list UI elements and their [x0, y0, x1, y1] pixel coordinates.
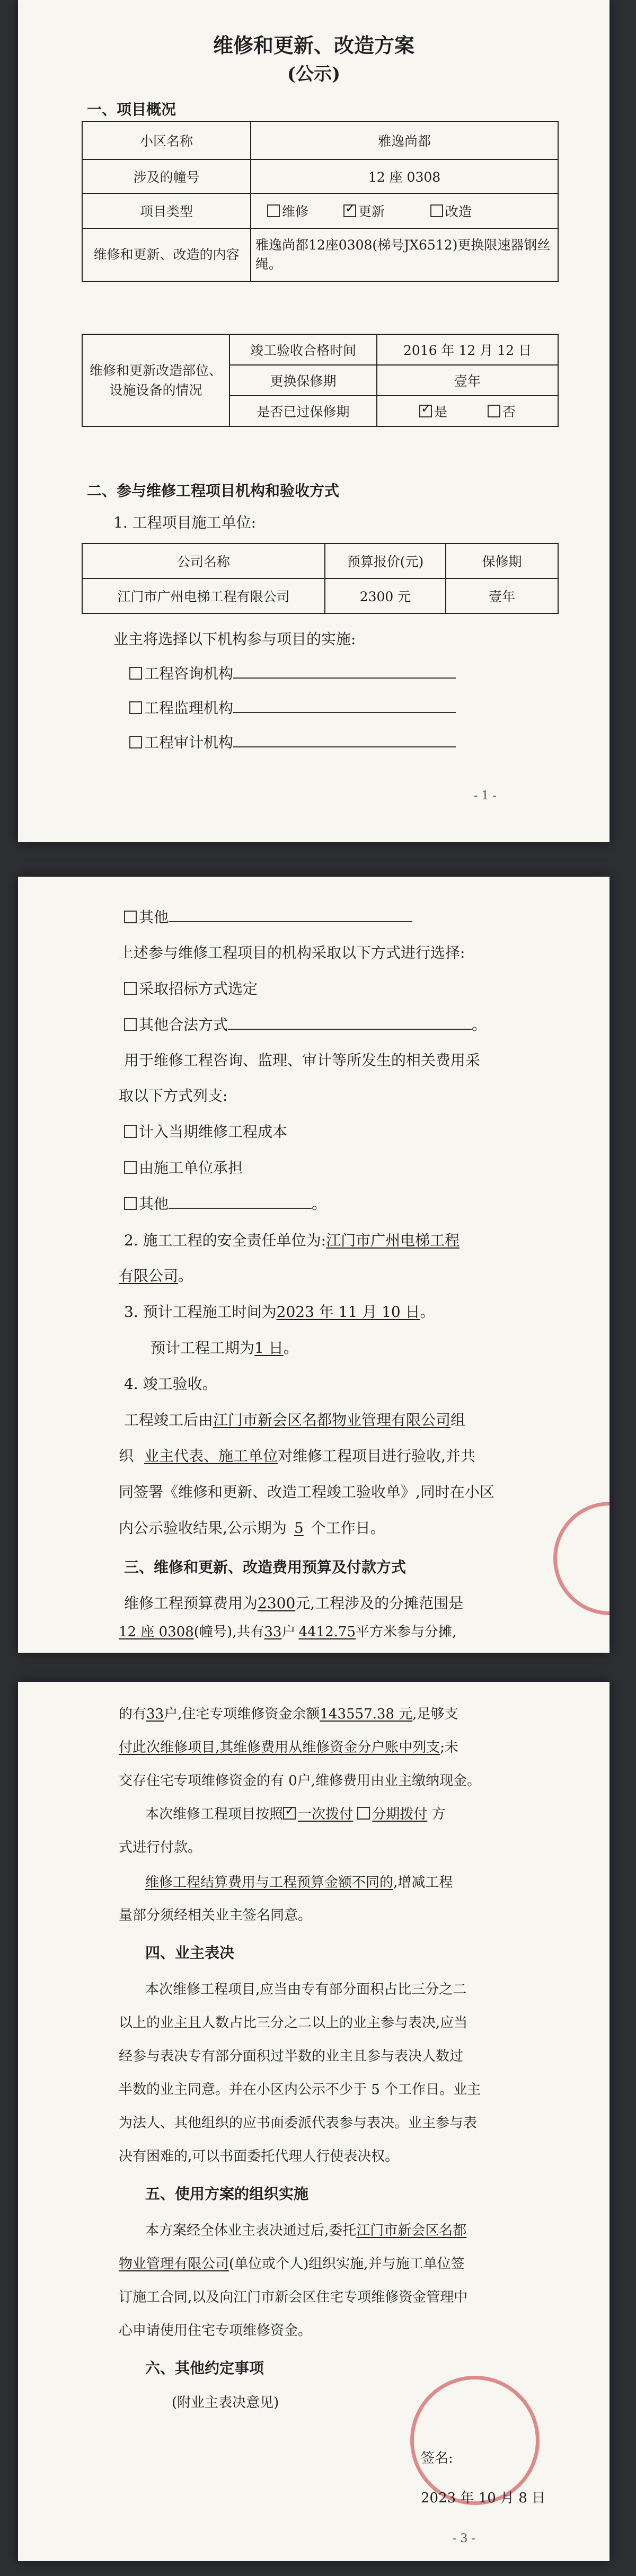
checkbox-fee-other[interactable]: [124, 1197, 137, 1210]
acceptance-line4: [119, 1517, 385, 1538]
option-update-label: 更新: [358, 204, 385, 219]
company-name: 江门市广州电梯工程有限公司: [82, 578, 325, 613]
checkbox-bidding[interactable]: [124, 982, 137, 995]
fund-balance: 143557.38 元: [320, 1706, 413, 1722]
content-label: 维修和更新、改造的内容: [82, 228, 251, 281]
vote-line5: 为法人、其他组织的应书面委派代表参与表决。业主参与表: [119, 2115, 478, 2131]
vote-line1: 本次维修工程项目,应当由专有部分面积占比三分之二: [145, 1982, 467, 1998]
fund-balance-line: [119, 1703, 458, 1723]
option-yes-label: 是: [434, 404, 448, 420]
option-other-label: 其他: [139, 908, 169, 926]
option-supervision-label: 工程监理机构: [144, 699, 234, 717]
vote-line6: 决有困难的,可以书面委托代理人行使表决权。: [119, 2149, 399, 2164]
document-subtitle: (公示): [287, 64, 341, 85]
publicity-days: 5: [294, 1519, 304, 1537]
checkbox-audit[interactable]: [129, 736, 142, 748]
budget-header: 预算报价(元): [325, 543, 446, 578]
payment-method-line: [145, 1803, 446, 1823]
option-renovation-label: 改造: [445, 204, 472, 219]
construction-unit-intro: 1. 工程项目施工单位:: [113, 514, 257, 531]
section-6-heading: 六、其他约定事项: [145, 2359, 264, 2377]
option-cost-included-label: 计入当期维修工程成本: [139, 1123, 288, 1140]
lump-sum-label: 一次拨付: [298, 1806, 354, 1822]
option-supervision: [129, 697, 456, 718]
share-text: 户: [281, 1624, 296, 1640]
property-company: 江门市新会区名都物业管理有限公司: [213, 1411, 451, 1429]
option-audit-label: 工程审计机构: [144, 734, 234, 751]
duration-line: 预计工程工期为1 日。: [151, 1339, 298, 1357]
official-seal-partial: [553, 1502, 610, 1615]
fund-text: 户,住宅专项维修资金余额: [164, 1706, 320, 1722]
warranty-period-label: 更换保修期: [229, 365, 377, 396]
acceptance-text: 对维修工程项目进行验收,并共: [278, 1447, 475, 1465]
signature-label: 签名:: [421, 2450, 453, 2466]
implement-line4: 心申请使用住宅专项维修资金。: [119, 2323, 312, 2339]
acceptance-text: 织: [119, 1447, 134, 1465]
implement-company-cont: 物业管理有限公司: [119, 2256, 229, 2272]
signature-text: 签名: [421, 2450, 449, 2466]
construction-date-line: 3. 预计工程施工时间为2023 年 11 月 10 日。: [124, 1303, 435, 1321]
implement-text: 本方案经全体业主表决通过后,委托: [145, 2223, 357, 2239]
appendix-note: (附业主表决意见): [172, 2395, 279, 2411]
fund-text: ,足够支: [412, 1706, 458, 1722]
construction-date-value: 2023 年 11 月 10 日: [276, 1303, 420, 1321]
safety-unit-line2: 有限公司。: [119, 1267, 193, 1285]
implement-line3: 订施工合同,以及向江门市新会区住宅专项维修资金管理中: [119, 2289, 468, 2305]
option-bidding: [124, 977, 258, 999]
settlement-text: ,增减工程: [393, 1875, 453, 1891]
checkbox-supervision[interactable]: [129, 701, 142, 714]
blank-line: [233, 712, 456, 713]
checkbox-consulting[interactable]: [129, 667, 142, 680]
implement-text: (单位或个人)组织实施,并与施工单位签: [229, 2256, 465, 2272]
page-1: [18, 0, 610, 842]
building-label: 涉及的幢号: [82, 159, 251, 193]
fee-paragraph-line1: 用于维修工程咨询、监理、审计等所发生的相关费用采: [124, 1051, 481, 1069]
page-2: [18, 877, 610, 1653]
page-number: - 3 -: [453, 2532, 475, 2545]
acceptance-text: 内公示验收结果,公示期为: [119, 1519, 287, 1537]
checkbox-no[interactable]: [488, 405, 500, 417]
project-type-label: 项目类型: [82, 193, 251, 228]
blank-line: [169, 1208, 312, 1209]
construction-date-label: 3. 预计工程施工时间为: [124, 1303, 277, 1321]
warranty-period-value: 壹年: [377, 365, 558, 396]
safety-unit-value: 江门市广州电梯工程: [326, 1232, 460, 1249]
facility-status-table: [82, 334, 559, 427]
acceptance-parties: 业主代表、施工单位: [144, 1447, 278, 1465]
checkbox-other-legal[interactable]: [124, 1018, 137, 1031]
share-building: 12 座 0308: [119, 1624, 194, 1640]
option-maintenance-label: 维修: [282, 204, 309, 219]
option-consulting-label: 工程咨询机构: [144, 665, 234, 682]
payment-text: 方: [431, 1806, 446, 1822]
vote-line2: 以上的业主且人数占比三分之二以上的业主参与表决,应当: [119, 2015, 468, 2031]
project-overview-table: [82, 121, 559, 282]
blank-line: [169, 921, 412, 922]
selection-method-intro: 上述参与维修工程项目的机构采取以下方式进行选择:: [119, 944, 465, 961]
option-other-legal-label: 其他合法方式: [139, 1016, 228, 1033]
option-audit: [129, 731, 456, 752]
share-households: 33: [264, 1624, 282, 1640]
option-other: [124, 906, 412, 927]
checkbox-lump-sum-checked[interactable]: [283, 1807, 296, 1820]
checkbox-cost-included[interactable]: [124, 1125, 137, 1138]
budget-amount: 2300: [258, 1594, 296, 1612]
acceptance-text: 组: [450, 1411, 466, 1429]
warranty-header: 保修期: [446, 543, 558, 578]
duration-label: 预计工程工期为: [151, 1339, 255, 1357]
vote-line3: 经参与表决专有部分面积过半数的业主且参与表决人数过: [119, 2048, 464, 2064]
option-consulting: [129, 662, 456, 683]
fund-text: ;未: [440, 1740, 459, 1755]
checkbox-update-checked[interactable]: [343, 204, 356, 217]
section-3-heading: 三、维修和更新、改造费用预算及付款方式: [124, 1558, 407, 1576]
fund-source: 付此次维修项目,其维修费用从维修资金分户账中列支: [119, 1740, 440, 1755]
option-contractor-pays-label: 由施工单位承担: [139, 1159, 243, 1176]
company-seal: [410, 2376, 540, 2505]
facility-status-label: 维修和更新改造部位、设施设备的情况: [82, 334, 229, 426]
share-range-line: [119, 1621, 456, 1641]
acceptance-date-label: 竣工验收合格时间: [229, 334, 377, 365]
implement-line2: [119, 2253, 465, 2272]
payment-method-line2: 式进行付款。: [119, 1840, 202, 1856]
share-text: 平方米参与分摊,: [356, 1624, 457, 1640]
checkbox-maintenance[interactable]: [267, 204, 280, 217]
document-title: 维修和更新、改造方案: [213, 33, 414, 57]
option-no-label: 否: [502, 404, 516, 420]
acceptance-line2: [119, 1445, 475, 1466]
checkbox-yes-checked[interactable]: [419, 405, 432, 417]
safety-unit-value-cont: 有限公司: [119, 1267, 179, 1285]
section-4-heading: 四、业主表决: [145, 1944, 235, 1962]
community-value: 雅逸尚都: [251, 121, 558, 159]
unpaid-households-line: 交存住宅专项维修资金的有 0户,维修费用由业主缴纳现金。: [119, 1773, 481, 1789]
building-value: 12 座 0308: [251, 159, 558, 193]
budget-text: 维修工程预算费用为: [124, 1594, 258, 1612]
blank-line: [228, 1029, 472, 1030]
section-5-heading: 五、使用方案的组织实施: [145, 2185, 309, 2203]
option-bidding-label: 采取招标方式选定: [139, 980, 258, 997]
implement-line1: [145, 2220, 466, 2239]
budget-value: 2300 元: [325, 578, 446, 613]
option-other-legal: 其他合法方式 。: [124, 1013, 487, 1035]
budget-line: [124, 1592, 463, 1613]
blank-line: [233, 678, 456, 679]
duration-value: 1 日: [254, 1339, 284, 1357]
safety-unit-label: 2. 施工工程的安全责任单位为:: [124, 1232, 326, 1249]
acceptance-line3: 同签署《维修和更新、改造工程竣工验收单》,同时在小区: [119, 1483, 494, 1501]
project-type-options: [251, 193, 558, 228]
acceptance-line1: [124, 1409, 465, 1430]
warranty-expired-options: [377, 396, 558, 426]
section-1-heading: 一、项目概况: [87, 101, 176, 118]
warranty-expired-label: 是否已过保修期: [229, 396, 377, 426]
agency-choice-intro: 业主将选择以下机构参与项目的实施:: [113, 630, 356, 648]
payment-text: 本次维修工程项目按照: [145, 1806, 284, 1822]
checkbox-installment[interactable]: [357, 1807, 370, 1820]
option-contractor-pays: [124, 1156, 243, 1178]
page-3: [18, 1682, 610, 2561]
company-header: 公司名称: [82, 543, 325, 578]
share-area: 4412.75: [298, 1624, 356, 1640]
implement-company: 江门市新会区名都: [356, 2223, 467, 2239]
acceptance-text: 个工作日。: [311, 1519, 385, 1537]
settlement-line: [145, 1871, 453, 1891]
community-label: 小区名称: [82, 121, 251, 159]
share-text: (幢号),共有: [193, 1624, 264, 1640]
fund-text: 的有: [119, 1706, 147, 1722]
section-2-heading: 二、参与维修工程项目机构和验收方式: [87, 482, 340, 500]
acceptance-heading: 4. 竣工验收。: [124, 1375, 217, 1393]
fund-source-line: [119, 1736, 458, 1756]
vote-line4: 半数的业主同意。并在小区内公示不少于 5 个工作日。业主: [119, 2082, 481, 2098]
acceptance-text: 工程竣工后由: [124, 1411, 214, 1429]
fund-households: 33: [146, 1706, 164, 1722]
signature-date: 2023 年 10 月 8 日: [421, 2490, 546, 2506]
budget-text: 元,工程涉及的分摊范围是: [295, 1594, 464, 1612]
acceptance-date-value: 2016 年 12 月 12 日: [377, 334, 558, 365]
safety-unit-line: [124, 1229, 460, 1250]
contractor-table: [82, 543, 559, 614]
settlement-condition: 维修工程结算费用与工程预算金额不同的: [145, 1875, 394, 1891]
installment-label: 分期拨付: [372, 1806, 428, 1822]
checkbox-contractor-pays[interactable]: [124, 1161, 137, 1174]
fee-paragraph-line2: 取以下方式列支:: [119, 1087, 228, 1104]
option-cost-included: [124, 1120, 287, 1142]
checkbox-other[interactable]: [124, 911, 137, 923]
blank-line: [233, 746, 456, 747]
settlement-line2: 量部分须经相关业主签名同意。: [119, 1908, 312, 1923]
checkbox-renovation[interactable]: [430, 204, 443, 217]
option-fee-other-label: 其他: [139, 1195, 169, 1213]
content-value: 雅逸尚都12座0308(梯号JX6512)更换限速器钢丝绳。: [251, 228, 558, 281]
option-fee-other: 其他 。: [124, 1192, 326, 1214]
warranty-value: 壹年: [446, 578, 558, 613]
page-number: - 1 -: [474, 789, 497, 803]
